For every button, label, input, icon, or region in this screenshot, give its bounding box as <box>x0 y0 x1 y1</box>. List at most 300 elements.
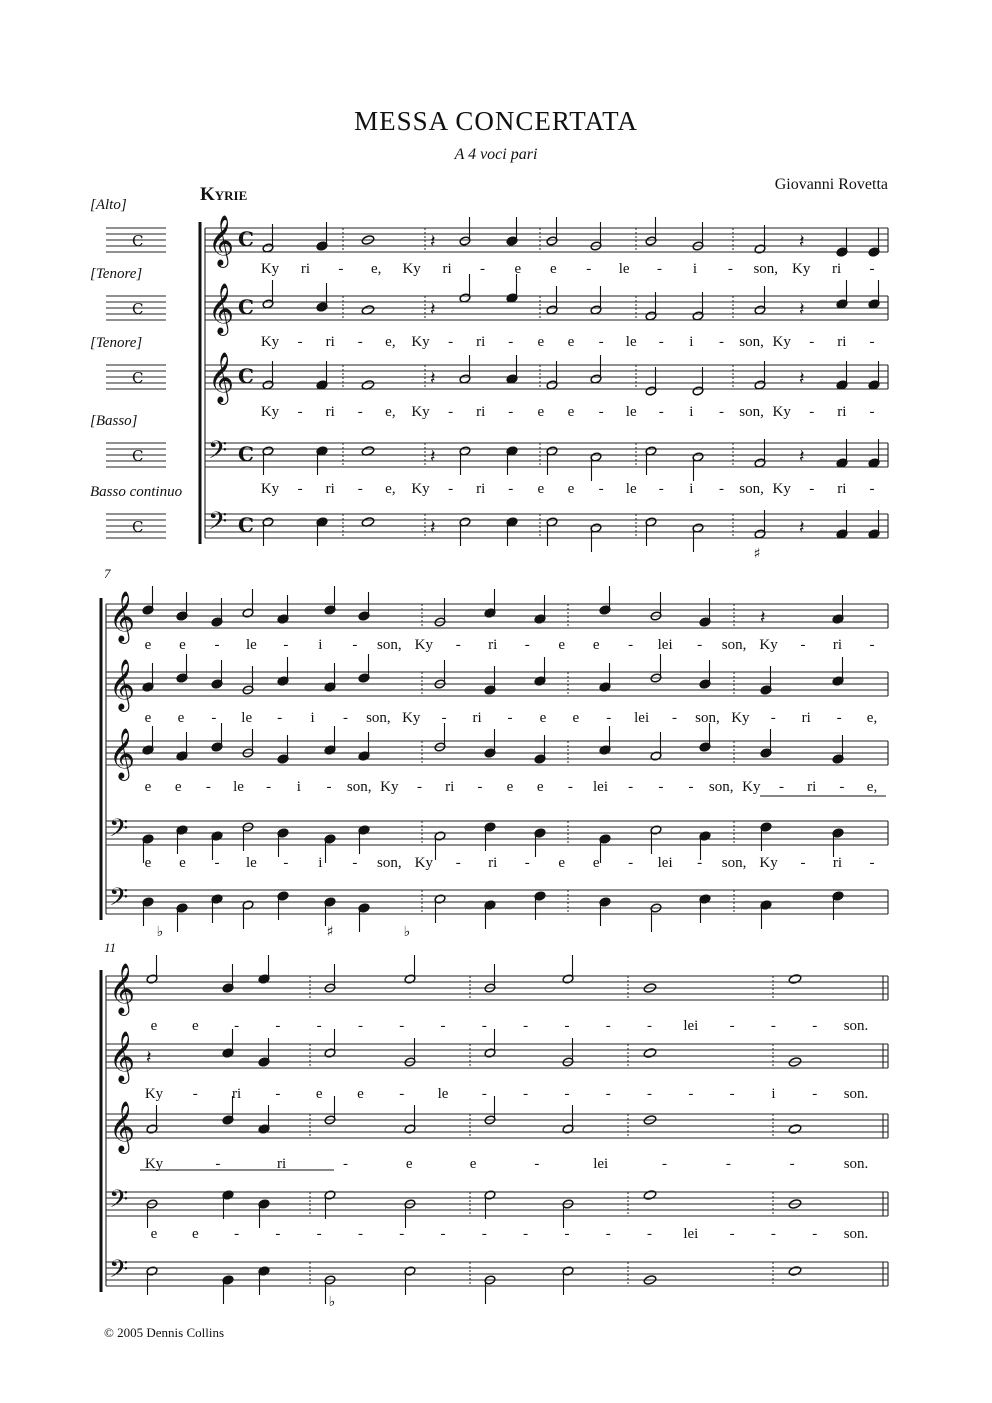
system1-voice3-syllable: - <box>357 404 363 420</box>
bass-clef: 𝄢 <box>109 814 129 849</box>
quarter-rest: 𝄽 <box>430 517 436 538</box>
system1-voice1-syllable: Ky <box>792 261 811 277</box>
system1-voice2-syllable: ri <box>325 334 335 350</box>
system1-voice4-syllable: Ky <box>411 481 430 497</box>
system2-voice4-syllable: - <box>800 855 806 871</box>
system1-voice3-syllable: le <box>625 404 637 420</box>
system3-voice3-syllable: e <box>469 1156 477 1172</box>
system3-voice1-syllable: - <box>316 1018 322 1034</box>
incipit-time-c: C <box>132 232 144 250</box>
quarter-rest: 𝄽 <box>430 231 436 252</box>
quarter-rest: 𝄽 <box>430 446 436 467</box>
system1-voice1-syllable: ri <box>831 261 842 277</box>
system1-voice4-syllable: - <box>448 481 454 497</box>
system2-voice2-syllable: - <box>211 710 217 726</box>
system1-voice3-syllable: e, <box>385 404 396 420</box>
system3-voice3-syllable: e <box>405 1156 413 1172</box>
system2-voice3-syllable: - <box>266 779 272 795</box>
system1-voice4-syllable: e, <box>385 481 396 497</box>
system3-voice1-syllable: - <box>481 1018 487 1034</box>
system1-voice3-syllable: - <box>297 404 303 420</box>
system2-voice1-syllable: - <box>352 637 358 653</box>
system1-voice2-syllable: - <box>658 334 664 350</box>
system1-voice2-syllable: son, <box>739 334 764 350</box>
system2-voice1-syllable: - <box>524 637 530 653</box>
system1-voice4-syllable: le <box>625 481 637 497</box>
system2-voice3-syllable: - <box>477 779 483 795</box>
system2-voice1-syllable: e <box>558 637 566 653</box>
staff-system1-voice2 <box>205 296 888 320</box>
system1-voice1-syllable: ri <box>300 261 310 277</box>
system2-voice3-syllable: - <box>628 779 634 795</box>
system2-voice1-syllable: - <box>283 637 289 653</box>
system2-voice3-syllable: son, <box>346 779 372 795</box>
measure-number-system-3: 11 <box>104 940 117 955</box>
system2-voice2-syllable: lei <box>634 710 650 726</box>
system2-voice2-syllable: Ky <box>731 710 750 726</box>
system1-voice4-syllable: e <box>537 481 545 497</box>
incipit-time-c: C <box>132 518 144 536</box>
quarter-rest: 𝄽 <box>430 368 436 389</box>
treble-clef: 𝄞 <box>109 963 136 1014</box>
system1-voice2-syllable: - <box>357 334 363 350</box>
voice-label-tenore-2: [Tenore] <box>90 335 143 351</box>
note-system3-voice2 <box>643 1048 657 1059</box>
note-system3-voice4 <box>643 1190 657 1201</box>
system3-voice4-syllable: e <box>150 1226 158 1242</box>
system3-voice3-syllable: - <box>789 1156 795 1172</box>
system3-voice2-syllable: - <box>605 1086 611 1102</box>
system1-voice2-syllable: e <box>537 334 545 350</box>
score-title: MESSA CONCERTATA <box>354 106 638 136</box>
system3-voice2-syllable: e <box>315 1086 323 1102</box>
system1-voice2-syllable: - <box>809 334 815 350</box>
system1-voice1-syllable: - <box>657 261 663 277</box>
system2-voice2-syllable: e, <box>866 710 878 726</box>
quarter-rest: 𝄽 <box>799 517 805 538</box>
system2-voice1-syllable: son, <box>721 637 747 653</box>
system1-voice4-syllable: i <box>689 481 694 497</box>
system1-voice3-syllable: ri <box>325 404 335 420</box>
system3-voice4-syllable: - <box>729 1226 735 1242</box>
system2-voice4-syllable: - <box>524 855 530 871</box>
staff-system1-voice1 <box>205 228 888 252</box>
system3-voice2-syllable: - <box>192 1086 198 1102</box>
system1-voice3-syllable: - <box>658 404 664 420</box>
system3-voice1-syllable: - <box>770 1018 776 1034</box>
system1-voice1-syllable: - <box>586 261 592 277</box>
system2-voice4-syllable: - <box>214 855 220 871</box>
time-signature-c: C <box>238 442 254 466</box>
system3-voice2-syllable: - <box>399 1086 405 1102</box>
system1-voice4-syllable: Ky <box>260 481 280 497</box>
system2-voice4-syllable: - <box>283 855 289 871</box>
system2-voice4-syllable: son, <box>377 855 402 871</box>
system1-voice4-syllable: - <box>658 481 664 497</box>
copyright-notice: © 2005 Dennis Collins <box>104 1325 225 1340</box>
system2-voice4-syllable: - <box>869 855 875 871</box>
incipit-time-c: C <box>132 447 144 465</box>
system3-voice1-syllable: - <box>605 1018 611 1034</box>
system2-voice1-syllable: ri <box>488 637 498 653</box>
system1-voice2-syllable: i <box>689 334 694 350</box>
quarter-rest: 𝄽 <box>146 1047 152 1068</box>
system2-voice1-syllable: - <box>697 637 703 653</box>
system2-voice4-syllable: son, <box>721 855 747 871</box>
system2-voice3-syllable: - <box>688 779 694 795</box>
system3-voice2-syllable: - <box>564 1086 570 1102</box>
system3-voice1-syllable: - <box>440 1018 446 1034</box>
system2-voice2-syllable: e <box>572 710 580 726</box>
system1-voice3-syllable: Ky <box>260 404 280 420</box>
quarter-rest: 𝄽 <box>799 446 805 467</box>
system1-voice3-syllable: e <box>567 404 575 420</box>
system2-voice4-syllable: - <box>455 855 461 871</box>
staff-system2-voice1 <box>106 604 888 628</box>
system1-voice3-syllable: son, <box>739 404 764 420</box>
system3-voice4-syllable: lei <box>683 1226 699 1242</box>
system3-voice4-syllable: - <box>523 1226 529 1242</box>
system2-voice3-syllable: i <box>296 779 301 795</box>
system1-voice2-syllable: - <box>598 334 604 350</box>
system1-voice1-syllable: son, <box>753 261 779 277</box>
system2-voice4-syllable: i <box>318 855 323 871</box>
system2-voice4-syllable: - <box>628 855 634 871</box>
system3-voice2-syllable: Ky <box>144 1086 164 1102</box>
system3-voice1-syllable: son. <box>843 1018 869 1034</box>
system1-voice3-syllable: - <box>809 404 815 420</box>
system1-voice2-syllable: - <box>719 334 724 350</box>
system2-voice1-syllable: i <box>318 637 323 653</box>
treble-clef: 𝄞 <box>109 1101 136 1152</box>
system1-voice4-syllable: - <box>357 481 363 497</box>
note-system3-voice5 <box>788 1266 802 1277</box>
system3-voice2-syllable: - <box>688 1086 694 1102</box>
system3-voice4-syllable: - <box>647 1226 653 1242</box>
system2-voice3-syllable: - <box>417 779 422 795</box>
system3-voice3-syllable: ri <box>277 1156 287 1172</box>
treble-clef: 𝄞 <box>109 659 136 710</box>
system3-voice4-syllable: e <box>191 1226 199 1242</box>
system3-voice4-syllable: - <box>440 1226 446 1242</box>
system3-voice4-syllable: - <box>770 1226 776 1242</box>
system1-voice4-syllable: - <box>869 481 875 497</box>
system2-voice3-syllable: e <box>174 779 182 795</box>
system3-voice4-syllable: - <box>605 1226 611 1242</box>
staff-system3-voice3 <box>106 1114 888 1138</box>
system1-voice3-syllable: - <box>598 404 604 420</box>
bass-clef: 𝄢 <box>208 507 228 542</box>
system2-voice4-syllable: e <box>558 855 566 871</box>
system2-voice1-syllable: ri <box>832 637 843 653</box>
system1-voice2-syllable: ri <box>837 334 847 350</box>
system3-voice4-syllable: son. <box>843 1226 869 1242</box>
system2-voice2-syllable: e <box>177 710 185 726</box>
bass-clef: 𝄢 <box>208 436 228 471</box>
treble-clef: 𝄞 <box>208 215 235 266</box>
system2-voice3-syllable: - <box>326 779 332 795</box>
system1-voice3-syllable: ri <box>476 404 486 420</box>
system2-voice2-syllable: - <box>342 710 348 726</box>
system3-voice3-syllable: - <box>342 1156 348 1172</box>
system1-voice2-syllable: Ky <box>411 334 430 350</box>
system1-voice3-syllable: ri <box>837 404 847 420</box>
system3-voice1-syllable: e <box>191 1018 199 1034</box>
time-signature-c: C <box>238 513 254 537</box>
system2-voice2-syllable: e <box>144 710 152 726</box>
system2-voice3-syllable: Ky <box>742 779 761 795</box>
system1-voice4-syllable: - <box>508 481 514 497</box>
system2-voice4-syllable: - <box>697 855 703 871</box>
system1-voice1-syllable: e <box>549 261 557 277</box>
system2-voice1-syllable: e <box>179 637 186 653</box>
system2-voice1-syllable: son, <box>377 637 402 653</box>
system3-voice2-syllable: son. <box>843 1086 869 1102</box>
system2-voice1-syllable: Ky <box>414 637 433 653</box>
system1-voice2-syllable: le <box>625 334 637 350</box>
system1-voice2-syllable: ri <box>476 334 486 350</box>
system1-voice4-syllable: - <box>809 481 815 497</box>
voice-label-basso: [Basso] <box>90 413 138 429</box>
system2-voice2-syllable: son, <box>366 710 391 726</box>
figured-bass-accidental: ♭ <box>156 924 164 940</box>
voice-label-basso-continuo: Basso continuo <box>90 484 183 500</box>
system3-voice4-syllable: - <box>812 1226 818 1242</box>
system1-voice4-syllable: - <box>719 481 724 497</box>
system1-voice4-syllable: ri <box>325 481 335 497</box>
system2-voice4-syllable: ri <box>488 855 498 871</box>
system3-voice4-syllable: - <box>357 1226 363 1242</box>
system2-voice3-syllable: ri <box>807 779 817 795</box>
bass-clef: 𝄢 <box>109 1255 129 1290</box>
incipit-time-c: C <box>132 369 144 387</box>
system3-voice4-syllable: - <box>316 1226 322 1242</box>
note-system3-voice3 <box>788 1124 802 1135</box>
system2-voice1-syllable: - <box>800 637 806 653</box>
figured-bass-accidental: ♭ <box>403 924 411 940</box>
system2-voice3-syllable: e <box>536 779 544 795</box>
figured-bass-accidental: ♯ <box>326 924 334 940</box>
system1-voice1-syllable: - <box>479 261 485 277</box>
system2-voice3-syllable: - <box>779 779 784 795</box>
system3-voice2-syllable: e <box>357 1086 364 1102</box>
quarter-rest: 𝄽 <box>760 607 766 628</box>
bass-clef: 𝄢 <box>109 1185 129 1220</box>
system3-voice1-syllable: - <box>275 1018 281 1034</box>
system3-voice3-syllable: son. <box>843 1156 869 1172</box>
system3-voice1-syllable: - <box>357 1018 363 1034</box>
system3-voice1-syllable: - <box>812 1018 818 1034</box>
system1-voice1-syllable: Ky <box>260 261 280 277</box>
system1-voice3-syllable: i <box>689 404 694 420</box>
system1-voice2-syllable: e, <box>385 334 396 350</box>
composer-name: Giovanni Rovetta <box>774 176 888 193</box>
system2-voice1-syllable: - <box>628 637 634 653</box>
system1-voice4-syllable: ri <box>476 481 486 497</box>
system3-voice3-syllable: lei <box>593 1156 609 1172</box>
system1-voice3-syllable: Ky <box>772 404 791 420</box>
system1-voice4-syllable: ri <box>837 481 847 497</box>
system1-voice1-syllable: - <box>869 261 875 277</box>
system3-voice1-syllable: - <box>647 1018 653 1034</box>
system3-voice1-syllable: - <box>523 1018 529 1034</box>
system1-voice4-syllable: son, <box>739 481 764 497</box>
system2-voice3-syllable: e, <box>866 779 878 795</box>
staff-system1-voice5 <box>205 514 888 538</box>
quarter-rest: 𝄽 <box>799 368 805 389</box>
system3-voice3-syllable: - <box>215 1156 221 1172</box>
system2-voice2-syllable: - <box>770 710 776 726</box>
quarter-rest: 𝄽 <box>799 299 805 320</box>
system3-voice1-syllable: lei <box>683 1018 699 1034</box>
system3-voice1-syllable: e <box>150 1018 158 1034</box>
system1-voice3-syllable: - <box>508 404 514 420</box>
voice-label-alto: [Alto] <box>90 197 127 213</box>
system2-voice4-syllable: Ky <box>414 855 433 871</box>
system2-voice4-syllable: le <box>246 855 257 871</box>
system2-voice4-syllable: e <box>592 855 600 871</box>
system1-voice3-syllable: Ky <box>411 404 430 420</box>
system2-voice2-syllable: - <box>277 710 283 726</box>
system1-voice4-syllable: Ky <box>772 481 791 497</box>
movement-title: Kyrie <box>200 184 248 205</box>
system2-voice1-syllable: lei <box>657 637 673 653</box>
incipit-time-c: C <box>132 300 144 318</box>
system2-voice3-syllable: ri <box>445 779 455 795</box>
system2-voice4-syllable: e <box>144 855 152 871</box>
system3-voice1-syllable: - <box>729 1018 735 1034</box>
system1-voice2-syllable: - <box>297 334 303 350</box>
system3-voice2-syllable: ri <box>231 1086 242 1102</box>
score-subtitle: A 4 voci pari <box>454 146 538 163</box>
treble-clef: 𝄞 <box>208 283 235 334</box>
system1-voice1-syllable: i <box>692 261 698 277</box>
system2-voice3-syllable: - <box>839 779 845 795</box>
system2-voice3-syllable: lei <box>593 779 608 795</box>
system2-voice2-syllable: i <box>310 710 315 726</box>
system2-voice4-syllable: Ky <box>759 855 778 871</box>
system2-voice4-syllable: e <box>179 855 186 871</box>
system2-voice3-syllable: son, <box>708 779 734 795</box>
system2-voice2-syllable: le <box>241 710 253 726</box>
system2-voice2-syllable: ri <box>801 710 811 726</box>
system3-voice1-syllable: - <box>564 1018 570 1034</box>
system3-voice1-syllable: - <box>234 1018 240 1034</box>
system2-voice1-syllable: - <box>214 637 220 653</box>
system2-voice3-syllable: - <box>567 779 573 795</box>
system2-voice2-syllable: e <box>539 710 547 726</box>
system2-voice2-syllable: - <box>672 710 678 726</box>
quarter-rest: 𝄽 <box>799 231 805 252</box>
staff-system1-voice4 <box>205 443 888 467</box>
system3-voice3-syllable: Ky <box>144 1156 164 1172</box>
system1-voice2-syllable: - <box>448 334 454 350</box>
system3-voice3-syllable: - <box>725 1156 731 1172</box>
system2-voice3-syllable: - <box>205 779 211 795</box>
system3-voice2-syllable: - <box>275 1086 281 1102</box>
system2-voice4-syllable: - <box>352 855 358 871</box>
system1-voice1-syllable: le <box>618 261 630 277</box>
system2-voice4-syllable: lei <box>657 855 673 871</box>
system2-voice1-syllable: le <box>246 637 257 653</box>
system3-voice2-syllable: i <box>771 1086 776 1102</box>
system2-voice2-syllable: Ky <box>402 710 421 726</box>
system2-voice1-syllable: e <box>592 637 600 653</box>
system3-voice2-syllable: - <box>647 1086 653 1102</box>
system1-voice4-syllable: - <box>297 481 303 497</box>
system2-voice3-syllable: Ky <box>380 779 399 795</box>
system2-voice2-syllable: son, <box>695 710 720 726</box>
system1-voice3-syllable: e <box>537 404 545 420</box>
time-signature-c: C <box>238 295 254 319</box>
system1-voice2-syllable: - <box>869 334 875 350</box>
system3-voice3-syllable: - <box>534 1156 540 1172</box>
system2-voice1-syllable: e <box>144 637 152 653</box>
figured-bass-accidental: ♯ <box>753 546 761 562</box>
system1-voice1-syllable: ri <box>442 261 452 277</box>
system2-voice1-syllable: Ky <box>759 637 778 653</box>
system3-voice2-syllable: - <box>729 1086 735 1102</box>
system1-voice2-syllable: e <box>567 334 575 350</box>
system3-voice2-syllable: le <box>437 1086 449 1102</box>
system1-voice3-syllable: - <box>719 404 724 420</box>
system3-voice2-syllable: - <box>481 1086 487 1102</box>
system1-voice1-syllable: - <box>338 261 344 277</box>
note-system3-voice1 <box>788 974 802 985</box>
system1-voice1-syllable: e, <box>371 261 382 277</box>
system1-voice2-syllable: Ky <box>772 334 791 350</box>
bass-clef: 𝄢 <box>109 883 129 918</box>
system2-voice3-syllable: e <box>506 779 514 795</box>
system1-voice1-syllable: - <box>727 261 733 277</box>
system3-voice4-syllable: - <box>275 1226 281 1242</box>
system2-voice2-syllable: ri <box>472 710 482 726</box>
figured-bass-accidental: ♭ <box>328 1294 336 1310</box>
system1-voice3-syllable: - <box>448 404 454 420</box>
treble-clef: 𝄞 <box>109 591 136 642</box>
time-signature-c: C <box>238 364 254 388</box>
voice-label-tenore-1: [Tenore] <box>90 266 143 282</box>
system2-voice3-syllable: le <box>233 779 244 795</box>
treble-clef: 𝄞 <box>109 728 136 779</box>
system2-voice2-syllable: - <box>441 710 447 726</box>
system2-voice1-syllable: - <box>455 637 461 653</box>
quarter-rest: 𝄽 <box>430 299 436 320</box>
system2-voice2-syllable: - <box>836 710 842 726</box>
system1-voice4-syllable: - <box>598 481 604 497</box>
system1-voice2-syllable: Ky <box>260 334 280 350</box>
system1-voice1-syllable: e <box>514 261 522 277</box>
system3-voice4-syllable: - <box>481 1226 487 1242</box>
system2-voice2-syllable: - <box>507 710 513 726</box>
system3-voice3-syllable: - <box>662 1156 668 1172</box>
system1-voice1-syllable: Ky <box>402 261 421 277</box>
system2-voice3-syllable: e <box>144 779 152 795</box>
system2-voice3-syllable: - <box>658 779 664 795</box>
system1-voice2-syllable: - <box>508 334 514 350</box>
system2-voice2-syllable: - <box>606 710 612 726</box>
system3-voice2-syllable: - <box>523 1086 529 1102</box>
system1-voice3-syllable: - <box>869 404 875 420</box>
system3-voice1-syllable: - <box>399 1018 405 1034</box>
system3-voice2-syllable: - <box>812 1086 818 1102</box>
system2-voice1-syllable: - <box>869 637 875 653</box>
system3-voice4-syllable: - <box>564 1226 570 1242</box>
system3-voice4-syllable: - <box>399 1226 405 1242</box>
time-signature-c: C <box>238 227 254 251</box>
measure-number-system-2: 7 <box>104 566 111 581</box>
treble-clef: 𝄞 <box>109 1031 136 1082</box>
